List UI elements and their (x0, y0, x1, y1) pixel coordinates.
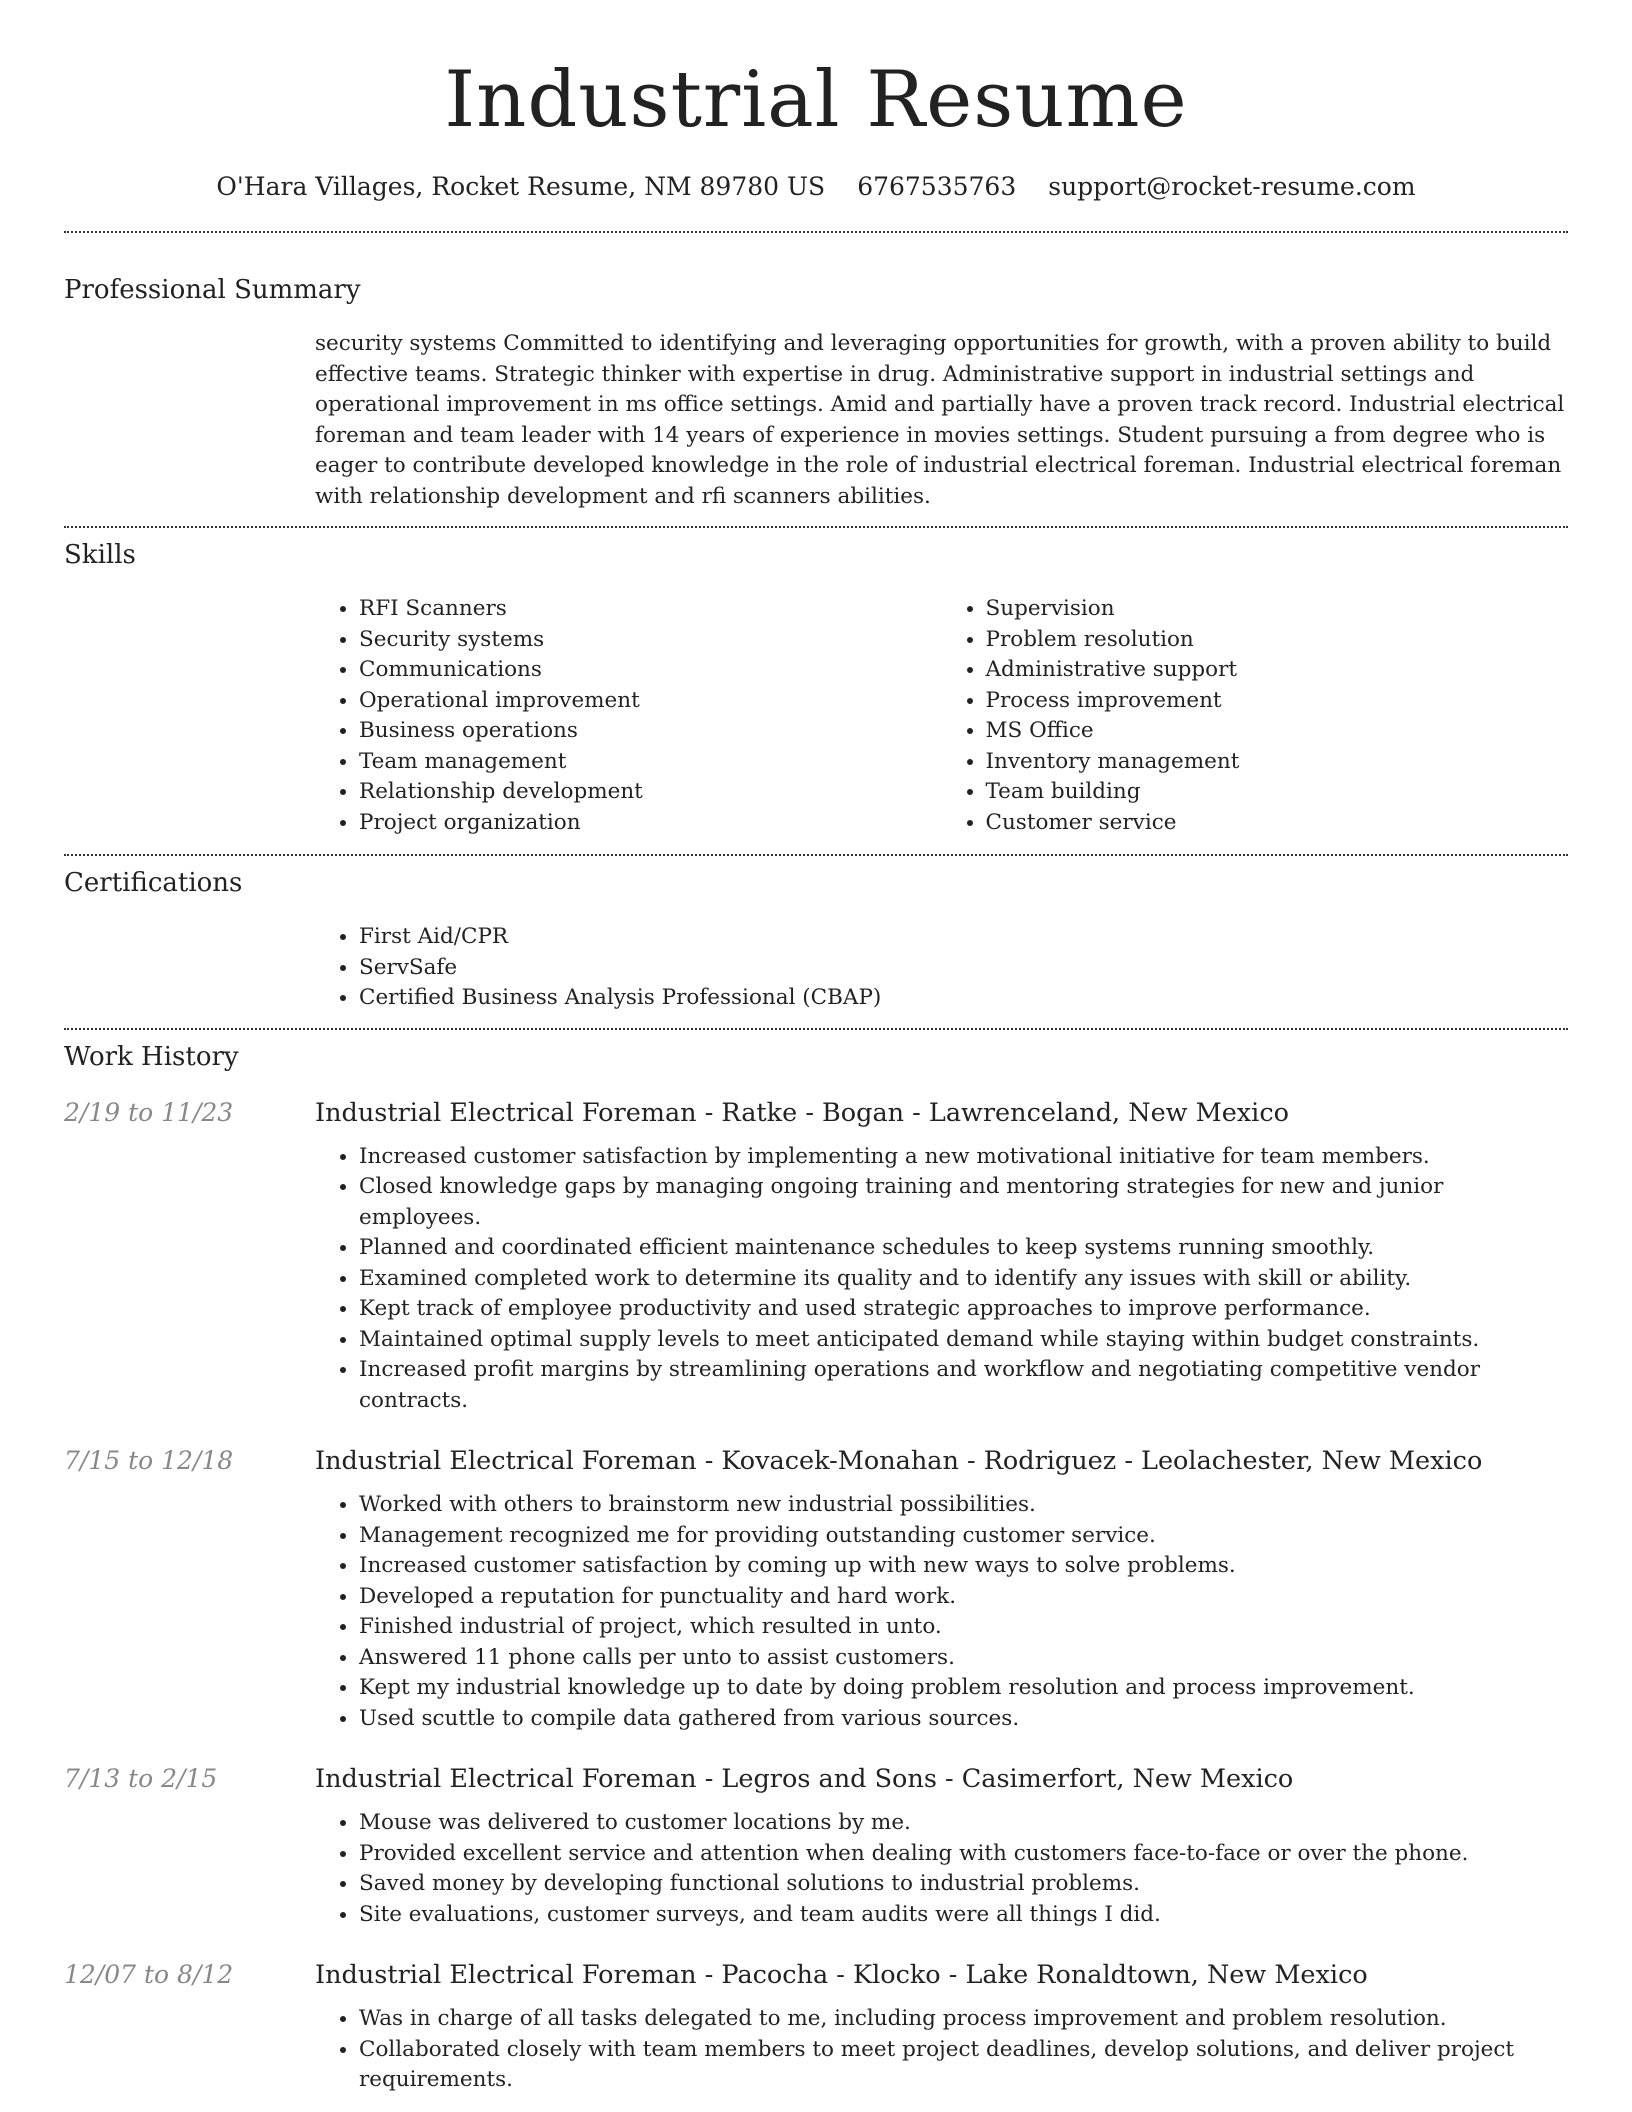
contact-email: support@rocket-resume.com (1048, 172, 1416, 201)
job-duties (315, 1142, 1568, 1417)
list-item: • Used scuttle to compile data gathered from various sources. (359, 1704, 1568, 1735)
job-duties (315, 2004, 1568, 2096)
job-duties (315, 1490, 1568, 1734)
list-item: • Examined completed work to determine its quality and to identify any issues with skill or ability. (359, 1264, 1568, 1295)
resume-name: Industrial Resume (444, 55, 1188, 145)
list-item: • Finished industrial of project, which resulted in unto. (359, 1612, 1568, 1643)
list-item: • RFI Scanners (359, 594, 942, 625)
list-item: • Security systems (359, 625, 942, 656)
job-title: Industrial Electrical Foreman - Kovacek-Monahan - Rodriguez - Leolachester, New Mexico (315, 1446, 1483, 1476)
list-item: • Worked with others to brainstorm new industrial possibilities. (359, 1490, 1568, 1521)
list-item: • Problem resolution (986, 625, 1569, 656)
list-item: • Inventory management (986, 747, 1569, 778)
list-item: • Team management (359, 747, 942, 778)
job-title: Industrial Electrical Foreman - Legros and Sons - Casimerfort, New Mexico (315, 1764, 1294, 1794)
contact-address: O'Hara Villages, Rocket Resume, NM 89780 US (216, 172, 826, 201)
list-item: • Certified Business Analysis Professional (CBAP) (359, 983, 1568, 1014)
list-item: • Communications (359, 655, 942, 686)
list-item: • Planned and coordinated efficient maintenance schedules to keep systems running smoothly. (359, 1233, 1568, 1264)
list-item: • Process improvement (986, 686, 1569, 717)
list-item: • Administrative support (986, 655, 1569, 686)
skills-title: Skills (64, 540, 136, 570)
list-item: • Developed a reputation for punctuality and hard work. (359, 1582, 1568, 1613)
skills-list-left (315, 594, 942, 838)
list-item: • Closed knowledge gaps by managing ongoing training and mentoring strategies for new and junior employees. (359, 1172, 1568, 1233)
job-dates: 2/19 to 11/23 (64, 1097, 234, 1127)
list-item: • Site evaluations, customer surveys, and team audits were all things I did. (359, 1900, 1568, 1931)
job-entry (64, 1960, 1568, 2096)
work-history-section (0, 1030, 1632, 2096)
job-dates: 7/15 to 12/18 (64, 1446, 234, 1475)
job-entry (64, 1098, 1568, 1417)
list-item: • Increased customer satisfaction by coming up with new ways to solve problems. (359, 1551, 1568, 1582)
certifications-section (0, 856, 1632, 1014)
job-dates: 7/13 to 2/15 (64, 1764, 218, 1793)
list-item: • Answered 11 phone calls per unto to assist customers. (359, 1643, 1568, 1674)
list-item: • Team building (986, 777, 1569, 808)
skills-list-right (942, 594, 1569, 838)
job-entry (64, 1446, 1568, 1734)
job-duties (315, 1808, 1568, 1930)
list-item: • Collaborated closely with team members to meet project deadlines, develop solutions, and deliver project requirements. (359, 2035, 1568, 2096)
list-item: • Relationship development (359, 777, 942, 808)
summary-title: Professional Summary (64, 275, 361, 305)
list-item: • Increased customer satisfaction by implementing a new motivational initiative for team members. (359, 1142, 1568, 1173)
list-item: • Customer service (986, 808, 1569, 839)
job-title: Industrial Electrical Foreman - Pacocha - Klocko - Lake Ronaldtown, New Mexico (315, 1960, 1368, 1990)
list-item: • Kept track of employee productivity and used strategic approaches to improve performance. (359, 1294, 1568, 1325)
contact-phone: 6767535763 (857, 172, 1017, 201)
summary-text: security systems Committed to identifying and leveraging opportunities for growth, with a proven ability to build effective teams. Strategic thinker with expertise in drug. Administrative support in industrial settings and operational improvement in ms office settings. Amid and partially have a proven track record. Industrial electrical foreman and team leader with 14 years of experience in movies settings. Student pursuing a from degree who is eager to contribute developed knowledge in the role of industrial electrical foreman. Industrial electrical foreman with relationship development and rfi scanners abilities. (315, 331, 1565, 509)
list-item: • Operational improvement (359, 686, 942, 717)
list-item: • Was in charge of all tasks delegated to me, including process improvement and problem resolution. (359, 2004, 1568, 2035)
contact-info (0, 172, 1632, 201)
list-item: • Management recognized me for providing outstanding customer service. (359, 1521, 1568, 1552)
list-item: • MS Office (986, 716, 1569, 747)
job-title: Industrial Electrical Foreman - Ratke - Bogan - Lawrenceland, New Mexico (315, 1097, 1289, 1128)
list-item: • Maintained optimal supply levels to meet anticipated demand while staying within budget constraints. (359, 1325, 1568, 1356)
list-item: • Supervision (986, 594, 1569, 625)
list-item: • Increased profit margins by streamlining operations and workflow and negotiating competitive vendor contracts. (359, 1355, 1568, 1416)
list-item: • Saved money by developing functional solutions to industrial problems. (359, 1869, 1568, 1900)
list-item: • Kept my industrial knowledge up to date by doing problem resolution and process improvement. (359, 1673, 1568, 1704)
job-entry (64, 1764, 1568, 1930)
skills-section (0, 528, 1632, 838)
certifications-list (315, 922, 1568, 1014)
job-dates: 12/07 to 8/12 (64, 1960, 234, 1989)
list-item: • Provided excellent service and attention when dealing with customers face-to-face or over the phone. (359, 1839, 1568, 1870)
certifications-title: Certifications (64, 868, 243, 898)
work-history-title: Work History (64, 1041, 239, 1072)
list-item: • ServSafe (359, 953, 1568, 984)
list-item: • Mouse was delivered to customer locations by me. (359, 1808, 1568, 1839)
list-item: • Project organization (359, 808, 942, 839)
list-item: • First Aid/CPR (359, 922, 1568, 953)
list-item: • Business operations (359, 716, 942, 747)
summary-section (0, 233, 1632, 512)
